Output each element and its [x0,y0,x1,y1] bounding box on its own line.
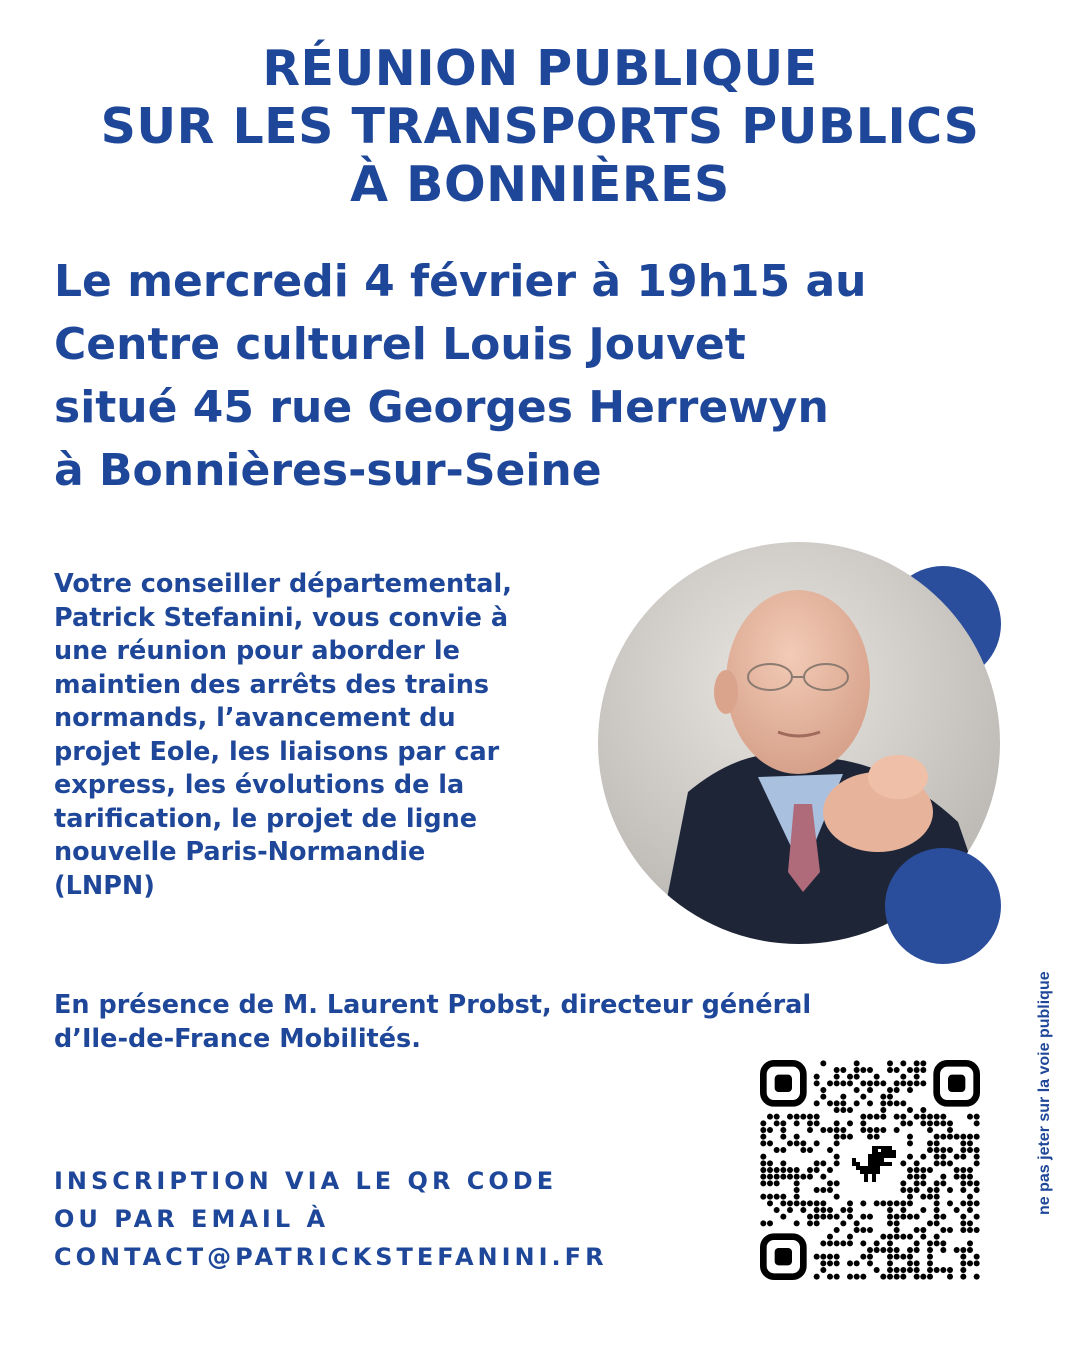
description-line: une réunion pour aborder le [54,636,460,666]
title-line-1: RÉUNION PUBLIQUE [262,40,818,97]
decorative-circle-bottom [885,848,1001,964]
side-note: ne pas jeter sur la voie publique [1036,971,1053,1215]
qr-code-icon[interactable] [760,1060,980,1280]
event-details [54,250,1054,502]
description-paragraph [54,568,594,903]
qr-code-graphic[interactable] [760,1060,980,1280]
description-line: maintien des arrêts des trains [54,669,490,700]
presence-note [54,988,974,1056]
title-line-2: SUR LES TRANSPORTS PUBLICS [100,98,980,155]
registration-email[interactable]: CONTACT@PATRICKSTEFANINI.FR [54,1243,608,1271]
description-line: nouvelle Paris-Normandie [54,837,426,867]
page-title [0,40,1080,214]
description-line: projet Eole, les liaisons par car [54,736,500,767]
description-line: normands, l’avancement du [54,703,456,733]
event-venue-line: Centre culturel Louis Jouvet [54,319,746,370]
description-line: Patrick Stefanini, vous convie à [54,602,509,633]
presence-line-1: En présence de M. Laurent Probst, directeur général [54,990,812,1020]
description-line: express, les évolutions de la [54,770,465,800]
description-line: (LNPN) [54,870,155,901]
dinosaur-icon [852,1146,896,1182]
registration-line-1: INSCRIPTION VIA LE QR CODE [54,1167,558,1195]
description-line: tarification, le projet de ligne [54,803,478,834]
description-line: Votre conseiller départemental, [54,569,512,599]
event-city-line: à Bonnières-sur-Seine [54,445,602,496]
event-date-line: Le mercredi 4 février à 19h15 au [54,256,867,307]
presence-line-2: d’Ile-de-France Mobilités. [54,1024,421,1054]
registration-info [54,1162,734,1276]
title-line-3: À BONNIÈRES [350,156,730,213]
event-address-line: situé 45 rue Georges Herrewyn [54,382,829,433]
registration-line-2: OU PAR EMAIL À [54,1205,330,1233]
